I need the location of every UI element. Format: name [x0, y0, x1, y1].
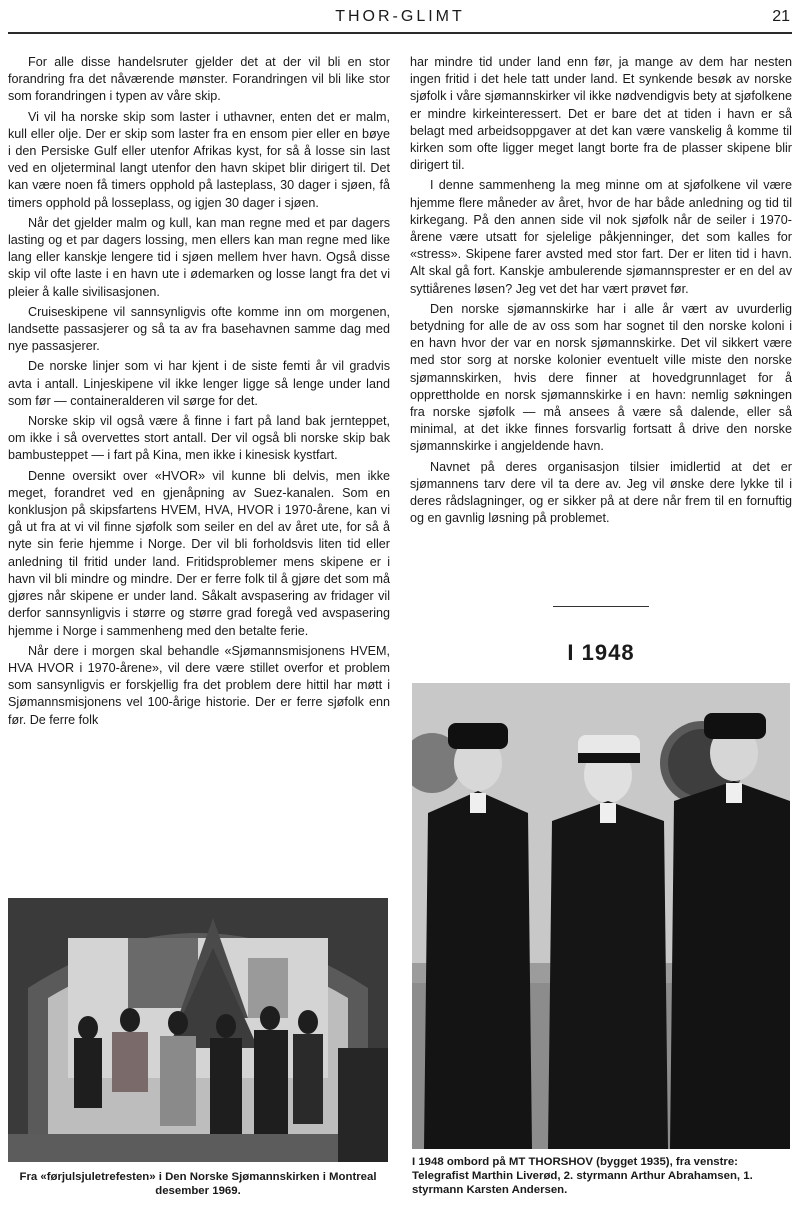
paragraph: Den norske sjømannskirke har i alle år vært av uvurderlig betydning for alle de av oss som har sognet til den norske koloni i en havn hvor der var en norsk sjømannskirke. Det vil sikkert være med stor sorg at norske kolonier eventuelt ville miste den norske sjømannskirken, hvis dere finner at hovedgrunnlaget for å opprettholde en norsk sjømannskirke i en havn: nemlig søkningen fra norske sjøfolk — må ansees å være så dalende, eller så minimal, at det ikke finnes forsvarlig fortsatt å drive den norske sjømannskirke i angjeldende havn.	[410, 301, 792, 454]
paragraph: har mindre tid under land enn før, ja mange av dem har nesten ingen fritid i det hele tatt under land. Et synkende besøk av norske sjøfolk i våre sjømannskirker vil ikke nødvendigvis bety at sjøfolkene er mindre kirkeinteressert. Det er bare det at tiden i havn er så belagt med arbeidsoppgaver at det kan være vanskelig å komme til kirken som ofte ligger meget langt borte fra de plasser skipene blir dirigert til.	[410, 55, 792, 173]
running-title: THOR-GLIMT	[335, 8, 465, 25]
section-separator	[553, 606, 649, 607]
left-text-column	[8, 54, 390, 876]
paragraph: Når det gjelder malm og kull, kan man regne med et par dagers lasting og et par dagers lossing, men ellers kan man regne med like lang eller kanskje lengere tid i sjøen mellem hver havn. Også disse skip vil ofte laste i en havn ute i ødemarken og losse langt fra det vi pleier å kalle sivilisasjonen.	[8, 215, 390, 299]
paragraph: Cruiseskipene vil sannsynligvis ofte komme inn om morgenen, landsette passasjerer og så ta av fra basehavnen samme dag med nye passasjerer.	[8, 304, 390, 354]
right-text-column	[410, 54, 792, 594]
paragraph: I denne sammenheng la meg minne om at sjøfolkene vil være hjemme flere måneder av året, hvor de har både anledning og tid til kirkegang. På den annen side vil nok sjøfolk når de seiler i 1970-årene være utsatt for sjelelige påkjenninger, det som kalles for «stress». Skipene farer avsted med stor fart. Der er liten tid i havn. Alt skal gå fort. Kanskje ambulerende sjømannsprester er en del av syttiårenes løsen? Jeg vet det har vært prøvet før.	[410, 178, 792, 296]
photo-caption-party: Fra «førjulsjuletrefesten» i Den Norske Sjømannskirken i Montreal desember 1969.	[19, 1171, 377, 1197]
christmas-party-photo	[8, 898, 388, 1162]
paragraph: De norske linjer som vi har kjent i de siste femti år vil gradvis avta i antall. Linjeskipene vil ikke lenger ligge så lenge under land som før — containeralderen vil sørge for det.	[8, 359, 390, 408]
paragraph: Norske skip vil også være å finne i fart på land bak jernteppet, om ikke i så overvettes stort antall. Der vil også bli norske skip bak bambusteppet — i fart på Kina, men ikke i kinesisk kystfart.	[8, 414, 390, 463]
header-rule	[8, 32, 792, 34]
officers-photo	[412, 683, 790, 1149]
paragraph: Vi vil ha norske skip som laster i uthavner, enten det er malm, kull eller olje. Der er skip som laster fra en ensom pier eller en bøye i den Persiske Gulf eller utenfor Afrikas kyst, for så å losse sin last ved en oljeterminal langt utenfor den havn skipet blir dirigert til. Det kan være noen få timers opphold på lasteplass, 30 dager i sjøen, få timers opphold på losseplass, og igjen 30 dager i sjøen.	[8, 109, 390, 210]
paragraph: Navnet på deres organisasjon tilsier imidlertid at det er sjømannens tarv dere vil ta dere av. Jeg vil ønske dere lykke til i deres rådslagninger, og er sikker på at dere når frem til en fornuftig og en gavnlig løsning på problemet.	[410, 459, 792, 526]
photo-caption-officers: I 1948 ombord på MT THORSHOV (bygget 1935), fra venstre: Telegrafist Marthin Liverød, 2. styrmann Arthur Abrahamsen, 1. styrmann Karsten Andersen.	[412, 1156, 753, 1196]
section-heading: I 1948	[567, 640, 635, 665]
paragraph: Når dere i morgen skal behandle «Sjømannsmisjonens HVEM, HVA HVOR i 1970-årene», vil dere være stillet overfor et problem som sansynligvis er forskjellig fra det problem dere hittil har møtt i Sjømannsmisjonens vel 100-årige historie. Der er ferre sjøfolk enn før. De ferre folk	[8, 643, 390, 727]
paragraph: Denne oversikt over «HVOR» vil kunne bli delvis, men ikke meget, forandret ved en gjenåpning av Suez-kanalen. Som en konklusjon på skipsfartens HVEM, HVA, HVOR i 1970-årene, kan vi gå ut fra at vi vil finne sjøfolk som seiler en del av året ute, for så å nyte sin ferie hjemme i Norge. Der vil bli forholdsvis liten tid eller anledning til fritid under land. Fritidsproblemer mens skipene er i havn vil bli mindre og mindre. Der er ferre folk til å gjøre det som må gjøres når skipene er under land. Såkalt avspasering av fridager vil derfor sannsynligvis i større og større grad foregå ved avspasering hjemme i Norge i sammenheng med den betalte ferie.	[8, 468, 390, 638]
page-number: 21	[772, 8, 790, 25]
paragraph: For alle disse handelsruter gjelder det at der vil bli en stor forandring fra det nåværende mønster. Forandringen vil bli like stor som forandringen i typen av våre skip.	[8, 55, 390, 104]
